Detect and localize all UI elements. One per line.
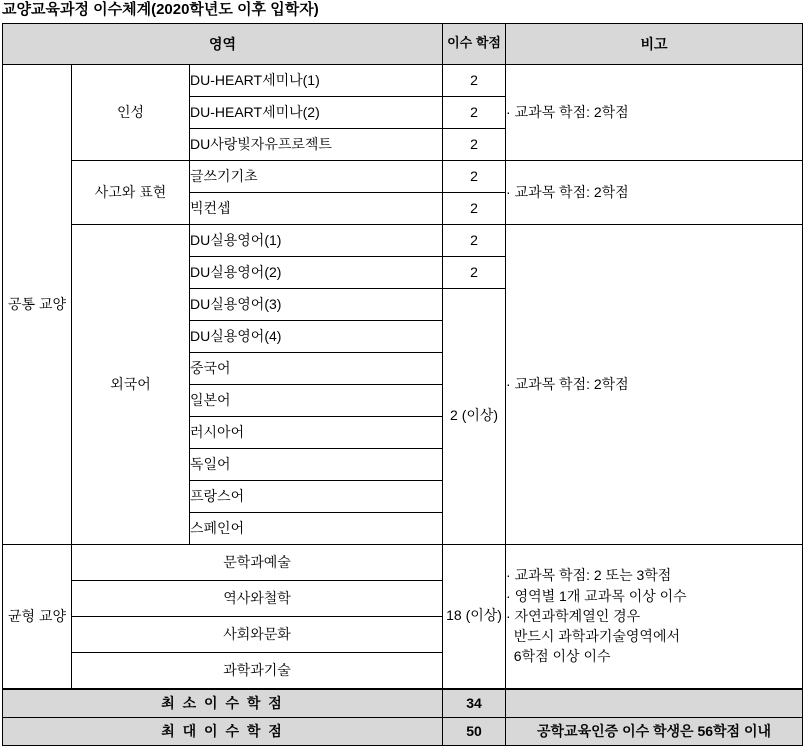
total-row-maximum [3,717,803,745]
subgroup-thinking-line2: 표현 [139,183,167,200]
course-credit: 2 [443,256,506,288]
course-name: DU-HEART세미나(1) [190,64,443,96]
course-name: 스페인어 [190,512,443,544]
subgroup-thinking-expression [72,160,190,224]
course-name: 중국어 [190,352,443,384]
header-credits-line2: 학점 [475,35,501,51]
category-common-line1: 공통 [7,295,36,312]
course-credit: 2 [443,160,506,192]
merged-credit-foreign-line1: 2 [450,407,458,424]
course-name: 독일어 [190,448,443,480]
total-minimum-label: 최 소 이 수 학 점 [3,689,443,718]
note-balanced-line-1: · 교과목 학점: 2 또는 3학점 [506,567,672,584]
table-row [3,224,803,256]
page-title: 교양교육과정 이수체계(2020학년도 이후 입학자) [2,1,319,18]
subgroup-personality: 인성 [72,64,190,160]
header-area: 영역 [3,23,443,64]
category-balanced-line2: 교양 [38,607,66,624]
course-name: 사회와문화 [72,616,443,652]
course-credit: 2 [443,96,506,128]
course-name: 프랑스어 [190,480,443,512]
course-name: 러시아어 [190,416,443,448]
course-credit: 2 [443,192,506,224]
course-name: DU실용영어(4) [190,320,443,352]
course-name: 역사와철학 [72,580,443,616]
note-balanced-line-4: 반드시 과학과기술영역에서 [506,628,680,645]
course-name: DU실용영어(1) [190,224,443,256]
total-maximum-label: 최 대 이 수 학 점 [3,717,443,745]
header-credits [443,23,506,64]
credit-balanced-line2: (이상) [465,607,502,624]
table-row [3,544,803,580]
category-balanced [3,544,72,689]
category-common [3,64,72,544]
header-note: 비고 [506,23,803,64]
note-balanced [506,544,803,689]
course-name: DU-HEART세미나(2) [190,96,443,128]
credit-balanced [443,544,506,689]
note-balanced-line-3: · 자연과학계열인 경우 [506,607,641,624]
credit-balanced-line1: 18 [446,607,462,624]
subgroup-foreign-language: 외국어 [72,224,190,544]
course-name: 일본어 [190,384,443,416]
course-name: 글쓰기기초 [190,160,443,192]
category-balanced-line1: 균형 [7,607,36,624]
merged-credit-foreign-line2: (이상) [461,407,499,424]
course-credit: 2 [443,64,506,96]
table-header [3,23,803,64]
course-name: DU사랑빛자유프로젝트 [190,128,443,160]
note-foreign-language: · 교과목 학점: 2학점 [506,224,803,544]
total-maximum-credit: 50 [443,717,506,745]
note-balanced-line-5: 6학점 이상 이수 [506,648,611,665]
total-minimum-credit: 34 [443,689,506,718]
total-minimum-note [506,689,803,718]
course-name: DU실용영어(3) [190,288,443,320]
table-body [3,64,803,745]
note-personality: · 교과목 학점: 2학점 [506,64,803,160]
total-maximum-note: 공학교육인증 이수 학생은 56학점 이내 [506,717,803,745]
course-credit: 2 [443,224,506,256]
table-row [3,64,803,96]
curriculum-table [2,23,803,746]
course-name: 빅컨셉 [190,192,443,224]
merged-credit-foreign [443,288,506,544]
category-common-line2: 교양 [38,295,66,312]
table-row [3,160,803,192]
course-credit: 2 [443,128,506,160]
header-credits-line1: 이수 [447,35,473,51]
note-balanced-line-2: · 영역별 1개 교과목 이상 이수 [506,587,687,604]
course-name: 문학과예술 [72,544,443,580]
note-thinking-expression: · 교과목 학점: 2학점 [506,160,803,224]
course-name: DU실용영어(2) [190,256,443,288]
course-name: 과학과기술 [72,652,443,689]
total-row-minimum [3,689,803,718]
subgroup-thinking-line1: 사고와 [94,183,136,200]
